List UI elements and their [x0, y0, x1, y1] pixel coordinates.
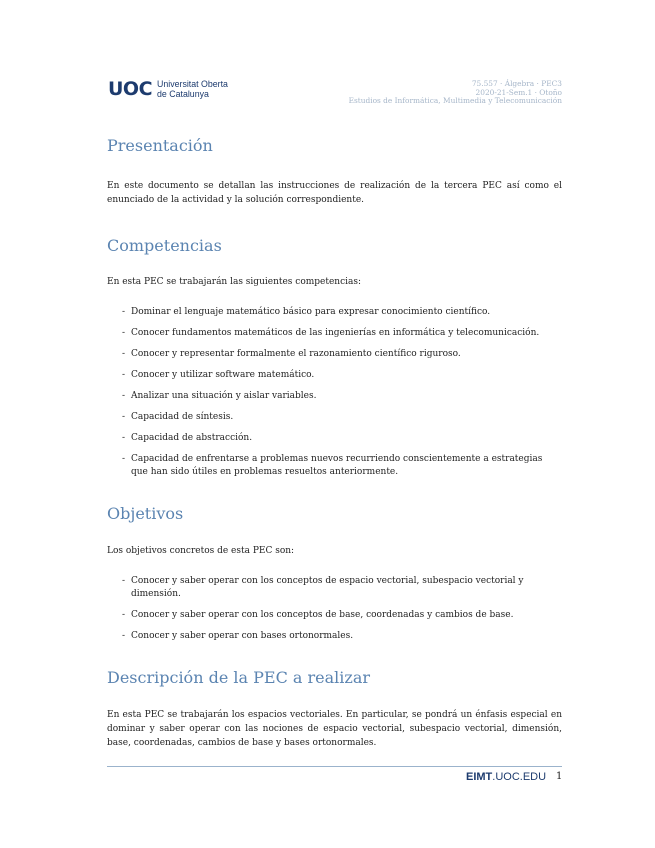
presentacion-body: En este documento se detallan las instrucciones de realización de la tercera PEC así como el enunciado de la actividad y la solución correspondiente. [107, 181, 562, 205]
page-header [0, 0, 655, 110]
list-item: - Conocer y representar formalmente el razonamiento científico riguroso. [122, 348, 562, 361]
logo-mark: UOC [108, 78, 153, 100]
list-item: - Dominar el lenguaje matemático básico para expresar conocimiento científico. [122, 306, 562, 319]
list-item: - Conocer y saber operar con los conceptos de espacio vectorial, subespacio vectorial y dimensión. [122, 575, 562, 601]
list-item: - Conocer y saber operar con bases ortonormales. [122, 630, 562, 643]
objetivos-intro: Los objetivos concretos de esta PEC son: [107, 546, 295, 556]
logo-line-2: de Catalunya [157, 88, 209, 99]
footer-divider [107, 766, 562, 767]
footer-brand-bold: EIMT [466, 771, 493, 783]
logo-line-1: Universitat Oberta [157, 79, 228, 89]
footer-brand-rest: .UOC.EDU [492, 771, 547, 783]
section-title-descripcion: Descripción de la PEC a realizar [107, 668, 371, 687]
uoc-logo[interactable] [108, 80, 228, 99]
page-number: 1 [556, 771, 563, 782]
list-item: - Conocer y utilizar software matemático. [122, 369, 562, 382]
list-item: - Capacidad de síntesis. [122, 411, 562, 424]
footer-brand[interactable] [466, 771, 546, 783]
list-item: - Capacidad de abstracción. [122, 432, 562, 445]
section-title-objetivos: Objetivos [107, 504, 184, 523]
studies: Estudios de Informática, Multimedia y Telecomunicación [348, 96, 562, 106]
list-item: - Capacidad de enfrentarse a problemas nuevos recurriendo conscientemente a estrategias que han sido útiles en problemas resueltos anteriormente. [122, 453, 562, 479]
list-item: - Analizar una situación y aislar variables. [122, 390, 562, 403]
section-title-competencias: Competencias [107, 236, 222, 255]
competencias-list [107, 306, 562, 479]
descripcion-body: En esta PEC se trabajarán los espacios vectoriales. En particular, se pondrá un énfasis especial en dominar y saber operar con las nociones de espacio vectorial, subespacio vectorial, dimensión, base, coordenadas, cambios de base y bases ortonormales. [107, 710, 562, 748]
document-body [107, 136, 562, 750]
list-item: - Conocer y saber operar con los conceptos de base, coordenadas y cambios de base. [122, 609, 562, 622]
logo-text [157, 80, 228, 99]
section-title-presentacion: Presentación [107, 136, 213, 155]
semester: 2020-21-Sem.1 · Otoño [475, 87, 562, 97]
list-item: - Conocer fundamentos matemáticos de las ingenierías en informática y telecomunicación. [122, 327, 562, 340]
competencias-intro: En esta PEC se trabajarán las siguientes competencias: [107, 277, 362, 287]
course-meta [349, 80, 562, 106]
course-code: 75.557 · Álgebra · PEC3 [471, 79, 562, 88]
objetivos-list [107, 575, 562, 643]
